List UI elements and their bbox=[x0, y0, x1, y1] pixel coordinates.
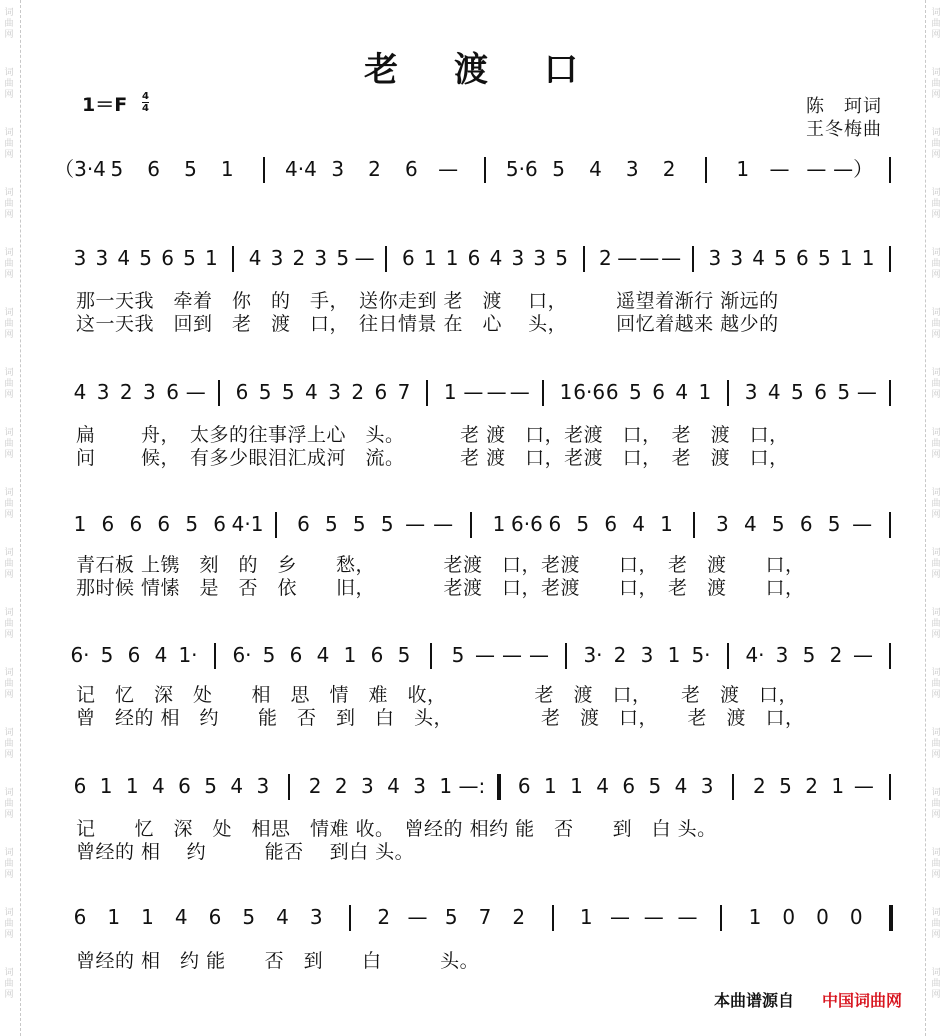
note-token: 4 bbox=[316, 643, 330, 667]
barline bbox=[720, 905, 722, 931]
note-token: 3 bbox=[143, 380, 156, 404]
lyric-line: 问 候， 有多少眼泪汇成河 流。 老 渡 口，老渡 口， 老 渡 口， bbox=[76, 447, 789, 469]
note-token: 6 bbox=[374, 380, 388, 404]
note-token: 1 bbox=[204, 246, 218, 270]
note-token: 1 bbox=[99, 774, 113, 798]
note-token: 6 bbox=[814, 380, 827, 404]
note-token: 2 bbox=[752, 774, 766, 798]
note-token: 6 bbox=[147, 157, 160, 181]
note-token: 4 bbox=[675, 380, 689, 404]
note-token: — bbox=[354, 246, 375, 270]
watermark-text: 词曲网 bbox=[4, 728, 14, 760]
barline bbox=[727, 643, 729, 669]
note-token: 3 bbox=[413, 774, 427, 798]
note-token: 6 bbox=[652, 380, 665, 404]
note-token: 1 bbox=[107, 905, 121, 929]
note-token: 4 bbox=[174, 905, 188, 929]
note-token: 2 bbox=[599, 246, 612, 270]
note-token: 5 bbox=[771, 512, 785, 536]
note-token: 5 bbox=[325, 512, 338, 536]
note-token: 1 bbox=[660, 512, 673, 536]
note-token: 6 bbox=[73, 905, 87, 929]
note-token: 3 bbox=[625, 157, 639, 181]
barline bbox=[275, 512, 277, 538]
note-token: 3 bbox=[730, 246, 744, 270]
note-token: 6· bbox=[70, 643, 90, 667]
barline bbox=[349, 905, 351, 931]
note-token: — bbox=[438, 157, 459, 181]
time-signature bbox=[142, 91, 149, 114]
note-token: 6 bbox=[73, 774, 87, 798]
note-token: — bbox=[677, 905, 698, 929]
time-signature-bottom: 4 bbox=[142, 103, 149, 114]
note-token: 6· bbox=[232, 643, 252, 667]
watermark-text: 词曲网 bbox=[931, 428, 941, 460]
watermark-text: 词曲网 bbox=[4, 368, 14, 400]
notation-row bbox=[0, 155, 946, 189]
note-token: 6 bbox=[235, 380, 249, 404]
note-token: 6 bbox=[370, 643, 384, 667]
watermark-text: 词曲网 bbox=[4, 788, 14, 820]
final-barline bbox=[889, 905, 893, 931]
note-token: 6 bbox=[604, 512, 618, 536]
note-token: 6 bbox=[404, 157, 418, 181]
note-token: 0 bbox=[849, 905, 863, 929]
key-signature: 1＝F bbox=[82, 94, 128, 116]
note-token: — bbox=[853, 643, 873, 667]
note-token: 4 bbox=[632, 512, 645, 536]
note-token: 4 bbox=[154, 643, 168, 667]
barline bbox=[232, 246, 234, 272]
watermark-text: 词曲网 bbox=[4, 548, 14, 580]
barline bbox=[889, 246, 891, 272]
notation-row bbox=[0, 244, 946, 278]
note-token: 4 bbox=[305, 380, 318, 404]
lyric-line: 那一天我 牵着 你 的 手， 送你走到 老 渡 口， 遥望着渐行 渐远的 bbox=[76, 290, 779, 312]
watermark-text: 词曲网 bbox=[4, 968, 14, 1000]
note-token: 1 bbox=[423, 246, 437, 270]
note-token: 2 bbox=[829, 643, 843, 667]
note-token: 2 bbox=[377, 905, 391, 929]
watermark-text: 词曲网 bbox=[4, 428, 14, 460]
note-token: 3 bbox=[716, 512, 729, 536]
note-token: 4 bbox=[117, 246, 131, 270]
note-token: 6 bbox=[208, 905, 222, 929]
note-token: — bbox=[529, 643, 549, 667]
watermark-text: 词曲网 bbox=[4, 308, 14, 340]
note-token: 6 bbox=[799, 512, 813, 536]
note-token: 1 bbox=[439, 774, 453, 798]
notation-row bbox=[0, 903, 946, 937]
note-token: 2 bbox=[805, 774, 818, 798]
barline bbox=[542, 380, 544, 406]
watermark-text: 词曲网 bbox=[931, 848, 941, 880]
barline bbox=[583, 246, 585, 272]
note-token: 4 bbox=[489, 246, 503, 270]
barline bbox=[484, 157, 486, 183]
note-token: 5 bbox=[100, 643, 114, 667]
lyric-line: 曾 经的 相 约 能 否 到 白 头， 老 渡 口， 老 渡 口， bbox=[76, 707, 805, 729]
note-token: 1· bbox=[178, 643, 198, 667]
note-token: — bbox=[639, 246, 660, 270]
watermark-text: 词曲网 bbox=[931, 548, 941, 580]
note-token: 4 bbox=[589, 157, 602, 181]
note-token: 1 bbox=[736, 157, 750, 181]
watermark-text: 词曲网 bbox=[931, 308, 941, 340]
watermark-text: 词曲网 bbox=[4, 68, 14, 100]
note-token: 3 bbox=[270, 246, 284, 270]
note-token: 1 bbox=[748, 905, 762, 929]
note-token: 1 bbox=[579, 905, 593, 929]
note-token: 2 bbox=[119, 380, 133, 404]
note-token: 5 bbox=[802, 643, 816, 667]
note-token: 2 bbox=[662, 157, 676, 181]
watermark-text: 词曲网 bbox=[4, 188, 14, 220]
barline bbox=[692, 246, 694, 272]
watermark-text: 词曲网 bbox=[931, 668, 941, 700]
note-token: 6 bbox=[213, 512, 227, 536]
note-token: 5 bbox=[204, 774, 218, 798]
note-token: — bbox=[769, 157, 790, 181]
barline bbox=[889, 512, 891, 538]
watermark-text: 词曲网 bbox=[931, 968, 941, 1000]
note-token: 4 bbox=[674, 774, 688, 798]
note-token: 3 bbox=[533, 246, 547, 270]
watermark-text: 词曲网 bbox=[4, 848, 14, 880]
note-token: 6·6 bbox=[573, 380, 606, 404]
note-token: 4 bbox=[230, 774, 244, 798]
note-token: 1 bbox=[492, 512, 506, 536]
note-token: 1 bbox=[543, 774, 557, 798]
watermark-text: 词曲网 bbox=[931, 488, 941, 520]
note-token: 6 bbox=[467, 246, 481, 270]
barline bbox=[889, 157, 891, 183]
note-token: 6 bbox=[127, 643, 141, 667]
note-token: 6 bbox=[166, 380, 179, 404]
note-token: — bbox=[407, 905, 428, 929]
lyric-line: 这一天我 回到 老 渡 口， 往日情景 在 心 头， 回忆着越来 越少的 bbox=[76, 313, 779, 335]
watermark-text: 词曲网 bbox=[931, 188, 941, 220]
note-token: 3 bbox=[309, 905, 323, 929]
note-token: 5 bbox=[185, 512, 199, 536]
watermark-text: 词曲网 bbox=[4, 248, 14, 280]
note-token: — bbox=[643, 905, 664, 929]
note-token: 2 bbox=[368, 157, 381, 181]
note-token: 4 bbox=[752, 246, 766, 270]
note-token: 5 bbox=[397, 643, 411, 667]
watermark-text: 词曲网 bbox=[931, 368, 941, 400]
note-token: 6 bbox=[161, 246, 174, 270]
note-token: 1 bbox=[443, 380, 457, 404]
note-token: 1 bbox=[73, 512, 87, 536]
lyric-line: 那时候 情愫 是 否 依 旧， 老渡 口，老渡 口， 老 渡 口， bbox=[76, 577, 805, 599]
note-token: 5 bbox=[183, 246, 196, 270]
note-token: 3 bbox=[511, 246, 525, 270]
barline bbox=[889, 643, 891, 669]
watermark-text: 词曲网 bbox=[931, 908, 941, 940]
note-token: 3· bbox=[583, 643, 603, 667]
note-token: 6 bbox=[402, 246, 415, 270]
barline bbox=[889, 774, 891, 800]
barline bbox=[263, 157, 265, 183]
note-token: 6 bbox=[548, 512, 562, 536]
note-token: —） bbox=[833, 157, 874, 181]
note-token: 6 bbox=[129, 512, 143, 536]
barline bbox=[385, 246, 387, 272]
note-token: 5 bbox=[380, 512, 394, 536]
note-token: （3·4 bbox=[54, 157, 106, 181]
watermark-text: 词曲网 bbox=[931, 68, 941, 100]
note-token: —: bbox=[458, 774, 486, 798]
note-token: — bbox=[852, 512, 873, 536]
note-token: 3 bbox=[700, 774, 714, 798]
note-token: 5 bbox=[779, 774, 792, 798]
barline bbox=[889, 380, 891, 406]
notation-row bbox=[0, 510, 946, 544]
note-token: 1 bbox=[343, 643, 357, 667]
note-token: 5 bbox=[184, 157, 197, 181]
lyricist-credit: 陈 珂词 bbox=[806, 96, 882, 117]
time-signature-top: 4 bbox=[142, 91, 149, 102]
note-token: 4 bbox=[743, 512, 757, 536]
note-token: 1 bbox=[831, 774, 845, 798]
final-barline bbox=[497, 774, 501, 800]
note-token: 5 bbox=[629, 380, 642, 404]
barline bbox=[693, 512, 695, 538]
note-token: 5 bbox=[281, 380, 295, 404]
lyric-line: 记 忆 深 处 相 思 情 难 收， 老 渡 口， 老 渡 口， bbox=[76, 684, 799, 706]
note-token: 5 bbox=[258, 380, 272, 404]
note-token: 6 bbox=[622, 774, 636, 798]
note-token: — bbox=[853, 774, 874, 798]
note-token: 3 bbox=[331, 157, 345, 181]
note-token: 5 bbox=[827, 512, 841, 536]
note-token: 0 bbox=[816, 905, 829, 929]
note-token: 5· bbox=[691, 643, 711, 667]
note-token: 5 bbox=[336, 246, 350, 270]
note-token: — bbox=[617, 246, 638, 270]
note-token: 0 bbox=[782, 905, 796, 929]
barline bbox=[565, 643, 567, 669]
source-site-link[interactable]: 中国词曲网 bbox=[822, 991, 903, 1010]
note-token: — bbox=[463, 380, 484, 404]
note-token: 5 bbox=[791, 380, 804, 404]
note-token: — bbox=[405, 512, 426, 536]
note-token: 6·6 bbox=[510, 512, 543, 536]
note-token: 2 bbox=[613, 643, 627, 667]
note-token: 5 bbox=[139, 246, 153, 270]
note-token: — bbox=[856, 380, 877, 404]
watermark-text: 词曲网 bbox=[4, 488, 14, 520]
note-token: 3 bbox=[775, 643, 789, 667]
note-token: 3 bbox=[361, 774, 374, 798]
note-token: 3 bbox=[95, 246, 109, 270]
note-token: — bbox=[486, 380, 507, 404]
note-token: 6 bbox=[101, 512, 115, 536]
note-token: 5·6 bbox=[505, 157, 538, 181]
barline bbox=[470, 512, 472, 538]
source-label: 本曲谱源自 bbox=[714, 991, 795, 1010]
note-token: 6 bbox=[605, 380, 619, 404]
note-token: 1 bbox=[667, 643, 681, 667]
barline bbox=[705, 157, 707, 183]
note-token: 1 bbox=[839, 246, 853, 270]
note-token: 5 bbox=[451, 643, 465, 667]
watermark-text: 词曲网 bbox=[931, 788, 941, 820]
note-token: 5 bbox=[552, 157, 565, 181]
note-token: — bbox=[433, 512, 454, 536]
watermark-text: 词曲网 bbox=[931, 728, 941, 760]
song-title: 老 渡 口 bbox=[364, 50, 600, 90]
barline bbox=[552, 905, 554, 931]
note-token: 6 bbox=[517, 774, 531, 798]
note-token: 5 bbox=[555, 246, 568, 270]
watermark-text: 词曲网 bbox=[931, 8, 941, 40]
watermark-text: 词曲网 bbox=[931, 128, 941, 160]
watermark-text: 词曲网 bbox=[4, 668, 14, 700]
watermark-text: 词曲网 bbox=[4, 908, 14, 940]
lyric-line: 记 忆 深 处 相思 情难 收。 曾经的 相约 能 否 到 白 头。 bbox=[76, 818, 717, 840]
lyric-line: 曾经的 相 约 能 否 到 白 头。 bbox=[76, 950, 480, 972]
note-token: — bbox=[661, 246, 682, 270]
watermark-text: 词曲网 bbox=[931, 608, 941, 640]
barline bbox=[727, 380, 729, 406]
note-token: 4 bbox=[767, 380, 781, 404]
note-token: 2 bbox=[308, 774, 322, 798]
note-token: 4·1 bbox=[231, 512, 264, 536]
note-token: 3 bbox=[256, 774, 270, 798]
note-token: 2 bbox=[292, 246, 306, 270]
note-token: 3 bbox=[73, 246, 87, 270]
barline bbox=[218, 380, 220, 406]
note-token: 6 bbox=[178, 774, 191, 798]
note-token: — bbox=[475, 643, 495, 667]
note-token: 5 bbox=[242, 905, 256, 929]
note-token: 6 bbox=[796, 246, 809, 270]
note-token: 1 bbox=[698, 380, 712, 404]
notation-row bbox=[0, 772, 946, 806]
barline bbox=[214, 643, 216, 669]
note-token: — bbox=[806, 157, 827, 181]
note-token: 4 bbox=[276, 905, 289, 929]
note-token: 1 bbox=[861, 246, 875, 270]
barline bbox=[430, 643, 432, 669]
note-token: 4· bbox=[745, 643, 765, 667]
notation-row bbox=[0, 641, 946, 675]
note-token: 5 bbox=[444, 905, 458, 929]
watermark-text: 词曲网 bbox=[4, 128, 14, 160]
note-token: 1 bbox=[125, 774, 139, 798]
note-token: 4 bbox=[387, 774, 400, 798]
note-token: 5 bbox=[262, 643, 276, 667]
note-token: 5 bbox=[352, 512, 366, 536]
note-token: 2 bbox=[512, 905, 526, 929]
note-token: 6 bbox=[297, 512, 310, 536]
note-token: 1 bbox=[570, 774, 583, 798]
lyric-line: 扁 舟， 太多的往事浮上心 头。 老 渡 口，老渡 口， 老 渡 口， bbox=[76, 424, 789, 446]
watermark-text: 词曲网 bbox=[4, 608, 14, 640]
note-token: 5 bbox=[576, 512, 590, 536]
note-token: 5 bbox=[774, 246, 787, 270]
note-token: 3 bbox=[96, 380, 110, 404]
note-token: 5 bbox=[837, 380, 851, 404]
note-token: 3 bbox=[640, 643, 654, 667]
notation-row bbox=[0, 378, 946, 412]
note-token: 5 bbox=[110, 157, 124, 181]
lyric-line: 青石板 上镌 刻 的 乡 愁， 老渡 口，老渡 口， 老 渡 口， bbox=[76, 554, 805, 576]
barline bbox=[426, 380, 428, 406]
note-token: 1 bbox=[445, 246, 459, 270]
note-token: 4 bbox=[152, 774, 165, 798]
note-token: 4·4 bbox=[285, 157, 317, 181]
note-token: — bbox=[610, 905, 630, 929]
barline bbox=[288, 774, 290, 800]
note-token: 3 bbox=[708, 246, 722, 270]
note-token: 3 bbox=[314, 246, 328, 270]
note-token: 3 bbox=[744, 380, 758, 404]
note-token: 6 bbox=[157, 512, 171, 536]
note-token: 4 bbox=[248, 246, 262, 270]
note-token: 4 bbox=[73, 380, 87, 404]
note-token: 1 bbox=[559, 380, 573, 404]
watermark-text: 词曲网 bbox=[931, 248, 941, 280]
note-token: 5 bbox=[648, 774, 662, 798]
composer-credit: 王冬梅曲 bbox=[806, 119, 882, 140]
note-token: 2 bbox=[351, 380, 365, 404]
watermark-text: 词曲网 bbox=[4, 8, 14, 40]
note-token: — bbox=[509, 380, 530, 404]
note-token: 5 bbox=[817, 246, 831, 270]
note-token: — bbox=[502, 643, 522, 667]
note-token: 7 bbox=[478, 905, 492, 929]
note-token: 1 bbox=[141, 905, 154, 929]
note-token: 7 bbox=[397, 380, 411, 404]
note-token: 4 bbox=[596, 774, 609, 798]
note-token: 6 bbox=[289, 643, 303, 667]
note-token: — bbox=[185, 380, 206, 404]
note-token: 1 bbox=[220, 157, 234, 181]
note-token: 3 bbox=[328, 380, 341, 404]
barline bbox=[732, 774, 734, 800]
note-token: 2 bbox=[334, 774, 348, 798]
lyric-line: 曾经的 相 约 能否 到白 头。 bbox=[76, 841, 415, 863]
